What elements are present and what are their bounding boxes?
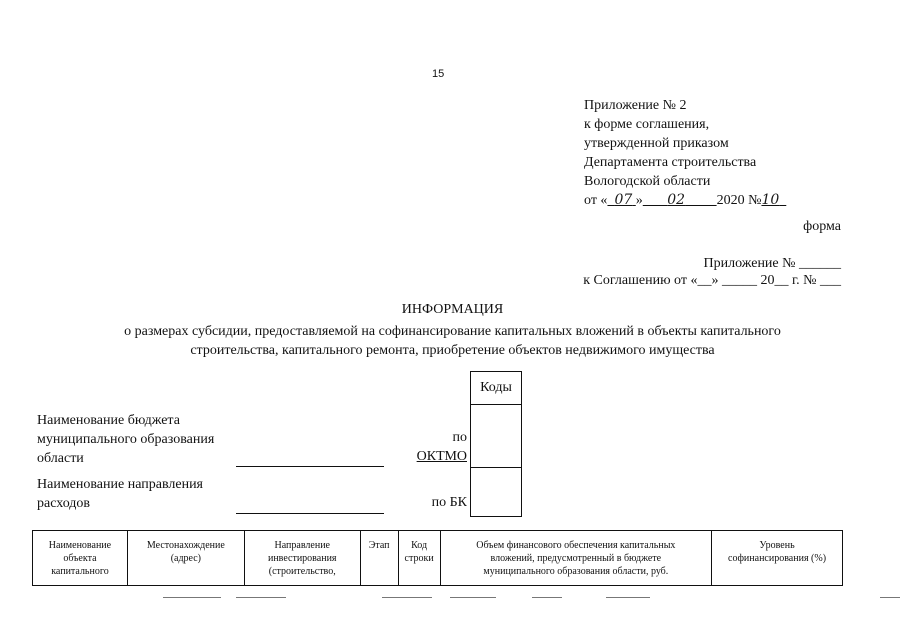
column-header-cofinancing-level: Уровень софинансирования (%)	[712, 531, 843, 586]
scan-artifact-line	[163, 597, 221, 598]
scan-artifact-line	[532, 597, 562, 598]
subtitle-line: строительства, капитального ремонта, приобретение объектов недвижимого имущества	[190, 343, 715, 358]
date-prefix: от «	[584, 193, 608, 208]
column-header-row-code: Код строки	[398, 531, 440, 586]
direction-label: Наименование направления расходов	[37, 477, 203, 511]
information-table	[32, 530, 843, 586]
appendix-line: Вологодской области	[584, 174, 711, 189]
column-header-location: Местонахождение (адрес)	[127, 531, 244, 586]
table-header-row	[33, 531, 843, 586]
year-number-label: 2020 №	[716, 193, 762, 208]
handwritten-month: 02	[667, 192, 686, 208]
subtitle-line: о размерах субсидии, предоставляемой на софинансирование капитальных вложений в объекты капитального	[124, 324, 781, 339]
column-header-funding-volume: Объем финансового обеспечения капитальных вложений, предусмотренный в бюджете муниципального образования области, руб.	[440, 531, 711, 586]
column-header-object-name: Наименование объекта капитального	[33, 531, 128, 586]
scan-artifact-line	[236, 597, 286, 598]
bk-code-label: по БК	[431, 495, 467, 510]
codes-box	[470, 371, 522, 517]
quote-close: »	[635, 193, 643, 208]
scan-artifact-line	[880, 597, 900, 598]
form-label: форма	[803, 219, 841, 234]
appendix-template-line-2: к Соглашению от «__» _____ 20__ г. № ___	[583, 273, 841, 288]
appendix-line: Приложение № 2	[584, 98, 687, 113]
column-header-stage: Этап	[360, 531, 398, 586]
budget-name-field	[236, 466, 384, 467]
document-subtitle	[0, 322, 905, 360]
scan-artifact-line	[382, 597, 432, 598]
handwritten-day: 07	[614, 192, 633, 208]
column-header-investment-direction: Направление инвестирования (строительство,	[244, 531, 360, 586]
appendix-line: Департамента строительства	[584, 155, 757, 170]
oktmo-code-label: по ОКТМО	[416, 430, 467, 464]
codes-separator	[471, 467, 521, 468]
appendix-date-line	[584, 191, 786, 210]
appendix-block	[584, 96, 786, 210]
scan-artifact-line	[606, 597, 650, 598]
handwritten-number: 10	[761, 192, 780, 208]
document-title: ИНФОРМАЦИЯ	[401, 302, 504, 317]
codes-header: Коды	[471, 372, 521, 405]
page-number: 15	[432, 68, 445, 80]
appendix-template-line-1: Приложение № ______	[703, 256, 841, 271]
direction-field	[236, 513, 384, 514]
budget-name-label: Наименование бюджета муниципального образования области	[37, 413, 215, 466]
appendix-line: к форме соглашения,	[584, 117, 710, 132]
scan-artifact-line	[450, 597, 496, 598]
appendix-line: утвержденной приказом	[584, 136, 729, 151]
